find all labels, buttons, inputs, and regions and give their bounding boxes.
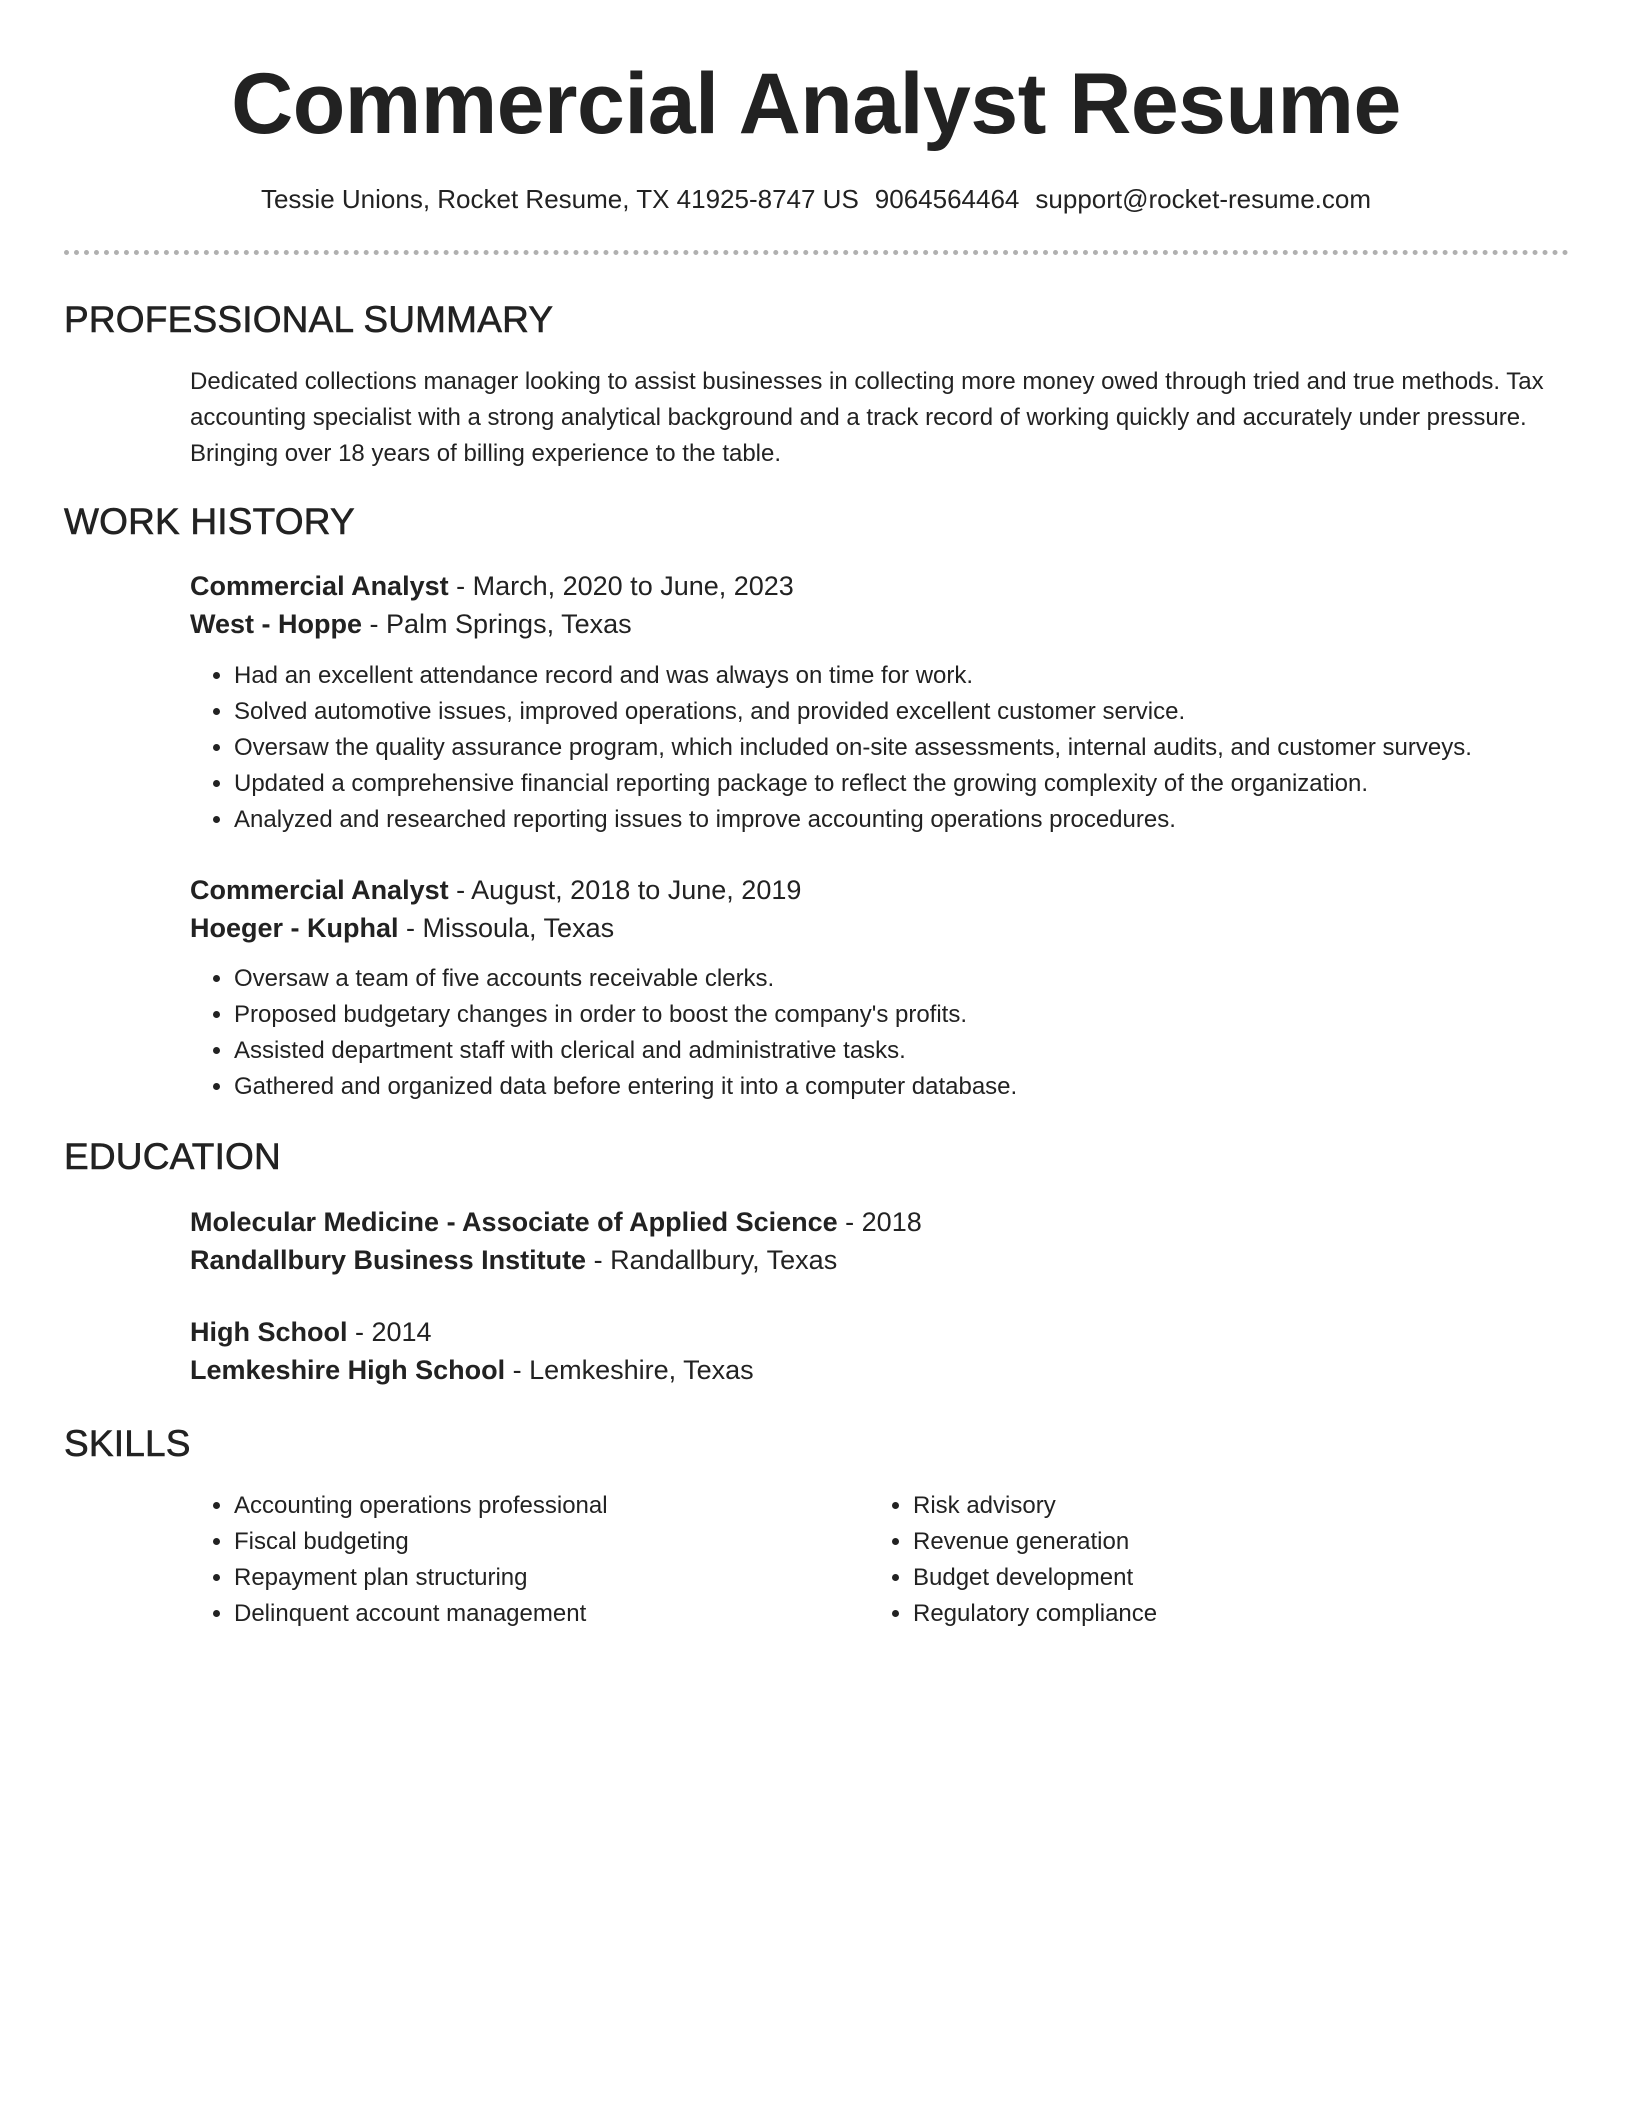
job-company: West - Hoppe bbox=[190, 609, 363, 639]
job-entry bbox=[190, 871, 1570, 1105]
job-dates: - March, 2020 to June, 2023 bbox=[448, 571, 794, 601]
contact-address: Tessie Unions, Rocket Resume, TX 41925-8747 US bbox=[260, 184, 859, 214]
contact-email: support@rocket-resume.com bbox=[1035, 184, 1372, 214]
skill-item: • Delinquent account management bbox=[234, 1596, 830, 1632]
education-school: Randallbury Business Institute bbox=[190, 1245, 587, 1275]
job-company-line bbox=[190, 909, 1570, 947]
education-degree-line bbox=[190, 1203, 1570, 1241]
job-bullets bbox=[190, 658, 1570, 838]
job-title: Commercial Analyst bbox=[190, 571, 449, 601]
skills-heading: SKILLS bbox=[64, 1423, 191, 1464]
job-location: - Palm Springs, Texas bbox=[362, 609, 632, 639]
education-heading: EDUCATION bbox=[64, 1136, 281, 1177]
skill-item: • Repayment plan structuring bbox=[234, 1560, 830, 1596]
list-item: • Oversaw a team of five accounts receivable clerks. bbox=[234, 961, 1570, 997]
list-item: • Solved automotive issues, improved operations, and provided excellent customer service. bbox=[234, 694, 1570, 730]
skill-item: • Regulatory compliance bbox=[913, 1596, 1509, 1632]
skills-column-right bbox=[869, 1488, 1509, 1632]
list-item: • Had an excellent attendance record and was always on time for work. bbox=[234, 658, 1570, 694]
education-entry bbox=[190, 1313, 1570, 1389]
job-location: - Missoula, Texas bbox=[398, 913, 615, 943]
summary-text: Dedicated collections manager looking to assist businesses in collecting more money owed through tried and true methods. Tax accounting specialist with a strong analytical background and a track record of working quickly and accurately under pressure. Bringing over 18 years of billing experience to the table. bbox=[190, 368, 1544, 467]
job-company: Hoeger - Kuphal bbox=[190, 913, 399, 943]
education-location: - Randallbury, Texas bbox=[586, 1245, 838, 1275]
skill-item: • Budget development bbox=[913, 1560, 1509, 1596]
education-school-line bbox=[190, 1241, 1570, 1279]
list-item: • Updated a comprehensive financial reporting package to reflect the growing complexity of the organization. bbox=[234, 766, 1570, 802]
job-title-line bbox=[190, 871, 1570, 909]
skills-column-left bbox=[190, 1488, 830, 1632]
work-history-heading: WORK HISTORY bbox=[64, 501, 355, 542]
summary-heading: PROFESSIONAL SUMMARY bbox=[64, 299, 554, 340]
skills-list bbox=[190, 1488, 830, 1632]
education-year: - 2018 bbox=[837, 1207, 922, 1237]
education-year: - 2014 bbox=[347, 1317, 432, 1347]
job-title: Commercial Analyst bbox=[190, 875, 449, 905]
skill-item: • Revenue generation bbox=[913, 1524, 1509, 1560]
education-degree-line bbox=[190, 1313, 1570, 1351]
job-bullets bbox=[190, 961, 1570, 1105]
job-dates: - August, 2018 to June, 2019 bbox=[448, 875, 802, 905]
skill-item: • Fiscal budgeting bbox=[234, 1524, 830, 1560]
education-entry bbox=[190, 1203, 1570, 1279]
job-company-line bbox=[190, 605, 1570, 643]
education-school-line bbox=[190, 1351, 1570, 1389]
contact-phone: 9064564464 bbox=[874, 184, 1020, 214]
list-item: • Assisted department staff with clerical and administrative tasks. bbox=[234, 1033, 1570, 1069]
resume-title: Commercial Analyst Resume bbox=[231, 56, 1401, 152]
list-item: • Gathered and organized data before entering it into a computer database. bbox=[234, 1069, 1570, 1105]
job-entry bbox=[190, 567, 1570, 838]
education-degree: High School bbox=[190, 1317, 348, 1347]
list-item: • Analyzed and researched reporting issues to improve accounting operations procedures. bbox=[234, 802, 1570, 838]
skills-list bbox=[869, 1488, 1509, 1632]
list-item: • Proposed budgetary changes in order to boost the company's profits. bbox=[234, 997, 1570, 1033]
skill-item: • Accounting operations professional bbox=[234, 1488, 830, 1524]
job-title-line bbox=[190, 567, 1570, 605]
education-location: - Lemkeshire, Texas bbox=[505, 1355, 754, 1385]
contact-line bbox=[0, 182, 1632, 216]
header-divider bbox=[64, 250, 1569, 255]
education-school: Lemkeshire High School bbox=[190, 1355, 506, 1385]
education-degree: Molecular Medicine - Associate of Applied Science bbox=[190, 1207, 838, 1237]
list-item: • Oversaw the quality assurance program, which included on-site assessments, internal audits, and customer surveys. bbox=[234, 730, 1570, 766]
skill-item: • Risk advisory bbox=[913, 1488, 1509, 1524]
